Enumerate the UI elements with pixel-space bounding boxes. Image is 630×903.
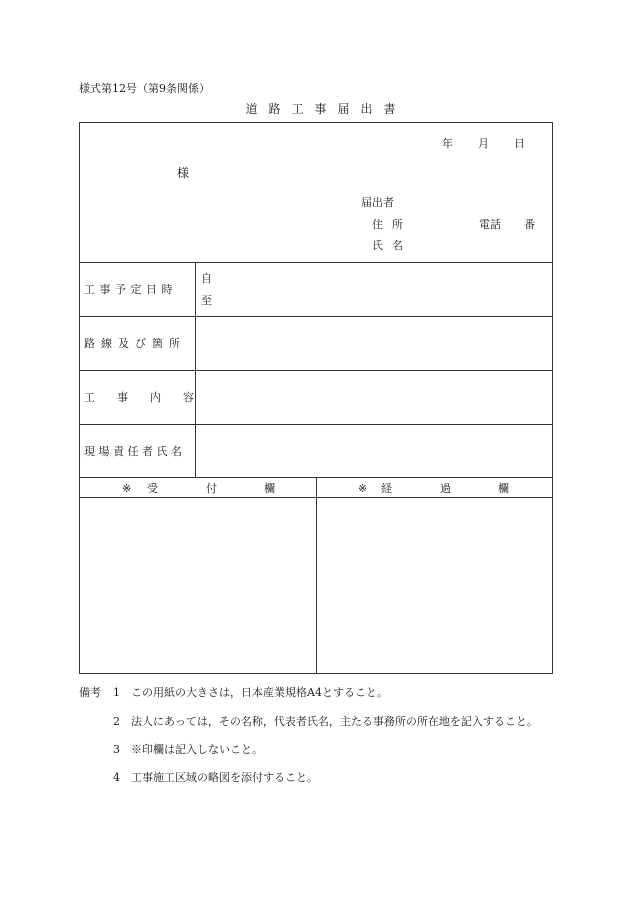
schedule-to-label: 至	[201, 294, 212, 307]
note-number: 1	[113, 686, 120, 699]
table-divider	[79, 262, 553, 263]
note-text: 法人にあっては，その名称，代表者氏名，主たる事務所の所在地を記入すること。	[131, 715, 538, 728]
note-number: 4	[113, 771, 120, 784]
note-text: 工事施工区域の略図を添付すること。	[131, 771, 318, 784]
section-column-divider	[316, 477, 317, 674]
form-number: 様式第12号（第9条関係）	[79, 82, 210, 95]
label-column-divider	[195, 262, 196, 477]
page-title: 道路工事届出書	[245, 102, 407, 116]
date-day-label: 日	[514, 137, 525, 150]
progress-char-2: 過	[440, 482, 451, 495]
table-divider	[79, 316, 553, 317]
reception-char-3: 欄	[264, 482, 275, 495]
row-label-work: 工事内容	[84, 391, 216, 404]
date-year-label: 年	[442, 137, 453, 150]
table-divider	[79, 424, 553, 425]
row-label-schedule: 工事予定日時	[84, 283, 177, 296]
reception-char-2: 付	[206, 482, 217, 495]
reception-mark: ※	[122, 482, 132, 495]
phone-label: 電話	[479, 218, 501, 231]
progress-mark: ※	[358, 482, 368, 495]
note-number: 3	[113, 743, 120, 756]
notes-heading: 備考	[79, 686, 101, 699]
note-text: この用紙の大きさは，日本産業規格A4とすること。	[131, 686, 388, 699]
row-label-supervisor: 現場責任者氏名	[84, 445, 186, 458]
filer-label: 届出者	[361, 196, 394, 209]
table-divider	[79, 370, 553, 371]
addressee-suffix: 様	[177, 166, 190, 180]
date-month-label: 月	[478, 137, 489, 150]
address-label: 住所	[372, 218, 412, 231]
row-label-route: 路線及び箇所	[84, 337, 186, 350]
name-label: 氏名	[372, 239, 412, 252]
reception-char-1: 受	[147, 482, 158, 495]
note-number: 2	[113, 715, 120, 728]
progress-char-1: 経	[381, 482, 392, 495]
note-text: ※印欄は記入しないこと。	[131, 743, 263, 756]
schedule-from-label: 自	[201, 272, 212, 285]
progress-char-3: 欄	[498, 482, 509, 495]
phone-suffix: 番	[524, 218, 535, 231]
